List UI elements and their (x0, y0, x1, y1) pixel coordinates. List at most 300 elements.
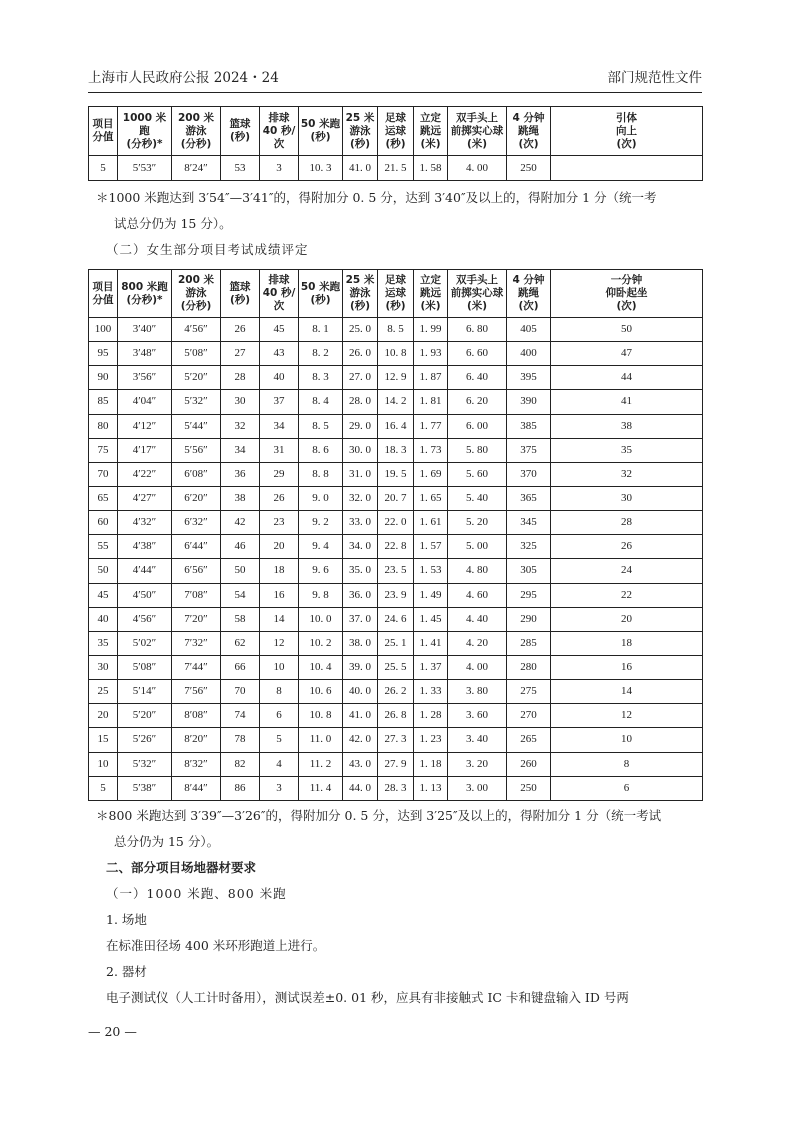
table-cell: 24 (551, 559, 703, 583)
column-header-line: 跳远 (420, 287, 441, 299)
table-cell: 6 (260, 704, 299, 728)
table-cell: 27. 3 (378, 728, 414, 752)
column-header (172, 107, 221, 156)
column-header-line: 跳绳 (518, 287, 539, 299)
table-cell: 390 (507, 390, 551, 414)
column-header-line: (秒) (310, 293, 331, 306)
table-cell: 9. 4 (299, 535, 343, 559)
column-header-line: 25 米 (345, 111, 375, 124)
table-cell: 1. 81 (414, 390, 448, 414)
table-cell: 80 (89, 414, 118, 438)
table-cell: 285 (507, 631, 551, 655)
table-cell: 295 (507, 583, 551, 607)
column-header (118, 107, 172, 156)
column-header-line: (秒) (229, 293, 251, 306)
table-cell: 38. 0 (343, 631, 378, 655)
item-venue-title: 1. 场地 (106, 912, 147, 927)
column-header (118, 270, 172, 318)
column-header-line: (次) (616, 137, 637, 150)
item-equipment-title: 2. 器材 (106, 964, 147, 979)
table-cell: 1. 33 (414, 680, 448, 704)
table-cell: 4. 60 (448, 583, 507, 607)
table-cell: 23. 5 (378, 559, 414, 583)
table-cell: 50 (89, 559, 118, 583)
table-cell: 38 (551, 414, 703, 438)
table-cell (551, 156, 703, 181)
table-cell: 8. 8 (299, 462, 343, 486)
table-cell: 3. 00 (448, 776, 507, 800)
column-header (343, 107, 378, 156)
table-cell: 32 (551, 462, 703, 486)
table-cell: 5′14″ (118, 680, 172, 704)
table-cell: 3′48″ (118, 342, 172, 366)
table-cell: 8. 6 (299, 438, 343, 462)
column-header (89, 107, 118, 156)
table-cell: 365 (507, 486, 551, 510)
table-cell: 6. 40 (448, 366, 507, 390)
column-header-line: (秒) (229, 131, 251, 143)
column-header-line: 50 米跑 (300, 118, 341, 130)
column-header (448, 107, 507, 156)
table-header-row (89, 270, 703, 318)
table-cell: 75 (89, 438, 118, 462)
table-cell: 10. 6 (299, 680, 343, 704)
table-row (89, 680, 703, 704)
section-2-heading: 二、部分项目场地器材要求 (106, 860, 257, 875)
table-cell: 11. 2 (299, 752, 343, 776)
table-cell: 10. 4 (299, 655, 343, 679)
column-header-line: 分值 (92, 293, 114, 306)
table-cell: 30 (551, 486, 703, 510)
table-cell: 38 (221, 486, 260, 510)
table-cell: 28. 3 (378, 776, 414, 800)
table-cell: 11. 4 (299, 776, 343, 800)
table-cell: 10. 3 (299, 156, 343, 181)
table-cell: 4′12″ (118, 414, 172, 438)
table-cell: 50 (221, 559, 260, 583)
table-cell: 4 (260, 752, 299, 776)
table-cell: 32 (221, 414, 260, 438)
column-header-line: 分值 (92, 131, 114, 143)
table-cell: 4′17″ (118, 438, 172, 462)
table-cell: 44. 0 (343, 776, 378, 800)
table-cell: 7′20″ (172, 607, 221, 631)
table-cell: 4′22″ (118, 462, 172, 486)
girls-bonus-note (88, 803, 726, 855)
column-header-line: 跳远 (420, 124, 441, 137)
column-header-line: 4 分钟 (512, 111, 545, 124)
page-number: — 20 — (88, 1024, 137, 1039)
table-cell: 6′44″ (172, 535, 221, 559)
note-line: 试总分仍为 15 分）。 (114, 216, 232, 231)
table-cell: 280 (507, 655, 551, 679)
table-cell: 5′38″ (118, 776, 172, 800)
table-cell: 26. 2 (378, 680, 414, 704)
table-cell: 1. 18 (414, 752, 448, 776)
table-cell: 40 (89, 607, 118, 631)
table-cell: 10 (551, 728, 703, 752)
table-cell: 26 (551, 535, 703, 559)
table-cell: 325 (507, 535, 551, 559)
table-cell: 5. 40 (448, 486, 507, 510)
column-header-line: 前掷实心球 (450, 287, 504, 299)
table-cell: 4′04″ (118, 390, 172, 414)
table-row (89, 414, 703, 438)
boys-bonus-note (88, 185, 726, 237)
table-cell: 1. 23 (414, 728, 448, 752)
table-cell: 31 (260, 438, 299, 462)
table-cell: 28 (551, 511, 703, 535)
column-header (260, 270, 299, 318)
table-cell: 85 (89, 390, 118, 414)
table-cell: 290 (507, 607, 551, 631)
table-header-row (89, 107, 703, 156)
table-cell: 1. 57 (414, 535, 448, 559)
column-header (507, 270, 551, 318)
table-cell: 30. 0 (343, 438, 378, 462)
table-row (89, 462, 703, 486)
table-cell: 5. 80 (448, 438, 507, 462)
column-header-line: 游泳 (349, 287, 371, 299)
table-cell: 400 (507, 342, 551, 366)
column-header (414, 107, 448, 156)
column-header-line: 仰卧起坐 (605, 287, 648, 299)
column-header-line: 40 秒/次 (262, 124, 296, 150)
table-cell: 12 (551, 704, 703, 728)
table-cell: 10. 8 (299, 704, 343, 728)
table-cell: 55 (89, 535, 118, 559)
table-cell: 28 (221, 366, 260, 390)
table-cell: 25. 5 (378, 655, 414, 679)
column-header-line: 50 米跑 (300, 280, 341, 293)
table-cell: 58 (221, 607, 260, 631)
column-header-line: (分秒) (180, 300, 212, 312)
table-row (89, 486, 703, 510)
table-cell: 6. 00 (448, 414, 507, 438)
table-cell: 23 (260, 511, 299, 535)
table-cell: 1. 99 (414, 318, 448, 342)
column-header-line: 40 秒/次 (262, 287, 296, 312)
table-cell: 41. 0 (343, 704, 378, 728)
column-header (172, 270, 221, 318)
table-cell: 31. 0 (343, 462, 378, 486)
table-cell: 5′32″ (118, 752, 172, 776)
table-cell: 1. 41 (414, 631, 448, 655)
table-row (89, 728, 703, 752)
table-cell: 66 (221, 655, 260, 679)
table-row (89, 438, 703, 462)
table-cell: 1. 65 (414, 486, 448, 510)
column-header-line: 足球 (385, 274, 406, 286)
table-cell: 16 (551, 655, 703, 679)
table-cell: 265 (507, 728, 551, 752)
table-cell: 26. 8 (378, 704, 414, 728)
table-row (89, 535, 703, 559)
column-header-line: (分秒)* (126, 137, 163, 150)
table-cell: 10. 8 (378, 342, 414, 366)
table-cell: 6. 80 (448, 318, 507, 342)
table-cell: 5′02″ (118, 631, 172, 655)
table-cell: 11. 0 (299, 728, 343, 752)
table-cell: 10 (260, 655, 299, 679)
table-cell: 29 (260, 462, 299, 486)
table-cell: 10. 2 (299, 631, 343, 655)
table-cell: 7′08″ (172, 583, 221, 607)
table-cell: 5 (89, 156, 118, 181)
column-header-line: 游泳 (185, 287, 207, 299)
table-cell: 4′56″ (118, 607, 172, 631)
table-row (89, 607, 703, 631)
table-cell: 1. 37 (414, 655, 448, 679)
header-rule (88, 92, 702, 93)
girls-score-table (88, 269, 703, 801)
table-cell: 6′32″ (172, 511, 221, 535)
table-cell: 1. 73 (414, 438, 448, 462)
table-cell: 25 (89, 680, 118, 704)
table-cell: 8. 5 (299, 414, 343, 438)
table-cell: 8. 3 (299, 366, 343, 390)
table-cell: 270 (507, 704, 551, 728)
table-cell: 36 (221, 462, 260, 486)
table-cell: 82 (221, 752, 260, 776)
table-cell: 6. 60 (448, 342, 507, 366)
table-cell: 42. 0 (343, 728, 378, 752)
column-header-line: 双手头上 (456, 274, 498, 286)
table-cell: 1. 69 (414, 462, 448, 486)
table-cell: 23. 9 (378, 583, 414, 607)
column-header-line: 200 米 (177, 274, 215, 286)
table-cell: 5. 20 (448, 511, 507, 535)
table-cell: 74 (221, 704, 260, 728)
table-cell: 34 (260, 414, 299, 438)
table-cell: 26. 0 (343, 342, 378, 366)
column-header (89, 270, 118, 318)
table-cell: 7′32″ (172, 631, 221, 655)
table-cell: 8′08″ (172, 704, 221, 728)
table-cell: 3. 80 (448, 680, 507, 704)
table-cell: 43. 0 (343, 752, 378, 776)
table-cell: 34 (221, 438, 260, 462)
table-cell: 25. 1 (378, 631, 414, 655)
table-cell: 45 (89, 583, 118, 607)
table-cell: 26 (260, 486, 299, 510)
table-cell: 260 (507, 752, 551, 776)
table-cell: 3 (260, 156, 299, 181)
table-cell: 3′40″ (118, 318, 172, 342)
table-cell: 22. 0 (378, 511, 414, 535)
note-line: ＊800 米跑达到 3′39″—3′26″的，得附加分 0. 5 分，达到 3′25″及以上的，得附加分 1 分（统一考试 (96, 808, 662, 823)
item-venue-text: 在标准田径场 400 米环形跑道上进行。 (106, 938, 326, 953)
table-cell: 250 (507, 156, 551, 181)
table-cell: 7′44″ (172, 655, 221, 679)
table-cell: 10 (89, 752, 118, 776)
table-cell: 12. 9 (378, 366, 414, 390)
table-cell: 4. 40 (448, 607, 507, 631)
table-cell: 41 (551, 390, 703, 414)
table-row (89, 156, 703, 181)
table-cell: 78 (221, 728, 260, 752)
column-header-line: 前掷实心球 (450, 124, 504, 137)
table-row (89, 559, 703, 583)
column-header-line: 双手头上 (456, 111, 498, 124)
table-cell: 33. 0 (343, 511, 378, 535)
column-header-line: (次) (518, 137, 539, 150)
table-cell: 65 (89, 486, 118, 510)
table-cell: 1. 28 (414, 704, 448, 728)
table-cell: 1. 45 (414, 607, 448, 631)
note-line: 总分仍为 15 分）。 (114, 834, 220, 849)
table-cell: 21. 5 (378, 156, 414, 181)
column-header-line: (秒) (385, 300, 406, 312)
column-header (221, 107, 260, 156)
column-header-line: 篮球 (229, 118, 251, 130)
table-cell: 6′56″ (172, 559, 221, 583)
table-cell: 4. 00 (448, 655, 507, 679)
table-cell: 35 (551, 438, 703, 462)
table-cell: 35 (89, 631, 118, 655)
table-cell: 86 (221, 776, 260, 800)
table-row (89, 390, 703, 414)
subsection-running: （一）1000 米跑、800 米跑 (106, 886, 287, 901)
column-header-line: 项目 (92, 118, 114, 130)
table-cell: 4′32″ (118, 511, 172, 535)
table-cell: 5′44″ (172, 414, 221, 438)
column-header-line: 运球 (385, 124, 406, 137)
table-cell: 44 (551, 366, 703, 390)
table-cell: 5′20″ (172, 366, 221, 390)
table-cell: 40 (260, 366, 299, 390)
table-cell: 1. 61 (414, 511, 448, 535)
table-cell: 27. 0 (343, 366, 378, 390)
table-cell: 8. 5 (378, 318, 414, 342)
table-cell: 4′27″ (118, 486, 172, 510)
table-cell: 14. 2 (378, 390, 414, 414)
column-header-line: 游泳 (349, 124, 371, 137)
table-cell: 24. 6 (378, 607, 414, 631)
table-cell: 70 (221, 680, 260, 704)
table-cell: 22. 8 (378, 535, 414, 559)
table-cell: 46 (221, 535, 260, 559)
column-header-line: (米) (466, 300, 488, 312)
table-cell: 5. 60 (448, 462, 507, 486)
table-cell: 10. 0 (299, 607, 343, 631)
table-cell: 250 (507, 776, 551, 800)
table-cell: 4. 00 (448, 156, 507, 181)
table-cell: 20. 7 (378, 486, 414, 510)
table-row (89, 342, 703, 366)
table-cell: 405 (507, 318, 551, 342)
table-cell: 6 (551, 776, 703, 800)
table-cell: 16. 4 (378, 414, 414, 438)
column-header-line: 跳绳 (518, 124, 539, 137)
column-header-line: 一分钟 (610, 274, 643, 286)
table-cell: 47 (551, 342, 703, 366)
table-cell: 1. 93 (414, 342, 448, 366)
table-cell: 375 (507, 438, 551, 462)
table-cell: 42 (221, 511, 260, 535)
column-header (299, 107, 343, 156)
column-header-line: (秒) (349, 137, 371, 150)
table-cell: 5 (89, 776, 118, 800)
column-header-line: (秒) (349, 300, 371, 312)
column-header-line: 篮球 (229, 280, 251, 293)
table-cell: 8′32″ (172, 752, 221, 776)
table-cell: 100 (89, 318, 118, 342)
table-cell: 4′44″ (118, 559, 172, 583)
table-cell: 54 (221, 583, 260, 607)
table-cell: 3′56″ (118, 366, 172, 390)
table-cell: 32. 0 (343, 486, 378, 510)
table-cell: 1. 77 (414, 414, 448, 438)
table-cell: 5. 00 (448, 535, 507, 559)
table-cell: 1. 49 (414, 583, 448, 607)
column-header-line: (次) (616, 300, 637, 312)
header-publication-title: 上海市人民政府公报 2024・24 (88, 70, 279, 86)
table-row (89, 631, 703, 655)
table-cell: 95 (89, 342, 118, 366)
table-cell: 5′08″ (118, 655, 172, 679)
table-cell: 37 (260, 390, 299, 414)
column-header-line: (分秒)* (126, 293, 163, 306)
column-header (343, 270, 378, 318)
column-header-line: (米) (466, 137, 488, 150)
boys-score-table-tail (88, 106, 703, 181)
table-cell: 15 (89, 728, 118, 752)
table-cell: 1. 58 (414, 156, 448, 181)
table-cell: 35. 0 (343, 559, 378, 583)
column-header-line: 游泳 (185, 124, 207, 137)
column-header-line: 排球 (268, 111, 290, 124)
table-cell: 41. 0 (343, 156, 378, 181)
table-cell: 30 (221, 390, 260, 414)
table-cell: 62 (221, 631, 260, 655)
column-header-line: 引体 (616, 111, 637, 124)
table-cell: 8. 4 (299, 390, 343, 414)
table-cell: 37. 0 (343, 607, 378, 631)
table-cell: 8′20″ (172, 728, 221, 752)
table-cell: 7′56″ (172, 680, 221, 704)
table-cell: 18 (551, 631, 703, 655)
table-cell: 8. 2 (299, 342, 343, 366)
table-cell: 43 (260, 342, 299, 366)
girls-section-title: （二）女生部分项目考试成绩评定 (106, 242, 309, 257)
column-header-line: (分秒) (180, 137, 212, 150)
table-cell: 5′53″ (118, 156, 172, 181)
table-cell: 30 (89, 655, 118, 679)
table-cell: 22 (551, 583, 703, 607)
column-header (378, 270, 414, 318)
column-header-line: 4 分钟 (512, 274, 545, 286)
table-cell: 5′20″ (118, 704, 172, 728)
note-line: ＊1000 米跑达到 3′54″—3′41″的，得附加分 0. 5 分，达到 3′40″及以上的，得附加分 1 分（统一考 (96, 190, 657, 205)
table-cell: 40. 0 (343, 680, 378, 704)
table-cell: 6′20″ (172, 486, 221, 510)
table-cell: 1. 53 (414, 559, 448, 583)
column-header (551, 270, 703, 318)
table-cell: 27. 9 (378, 752, 414, 776)
table-cell: 305 (507, 559, 551, 583)
table-row (89, 583, 703, 607)
table-cell: 53 (221, 156, 260, 181)
table-cell: 8. 1 (299, 318, 343, 342)
column-header-line: 足球 (385, 111, 406, 124)
column-header (221, 270, 260, 318)
table-cell: 18 (260, 559, 299, 583)
table-cell: 9. 6 (299, 559, 343, 583)
table-cell: 27 (221, 342, 260, 366)
table-cell: 5′08″ (172, 342, 221, 366)
column-header (551, 107, 703, 156)
